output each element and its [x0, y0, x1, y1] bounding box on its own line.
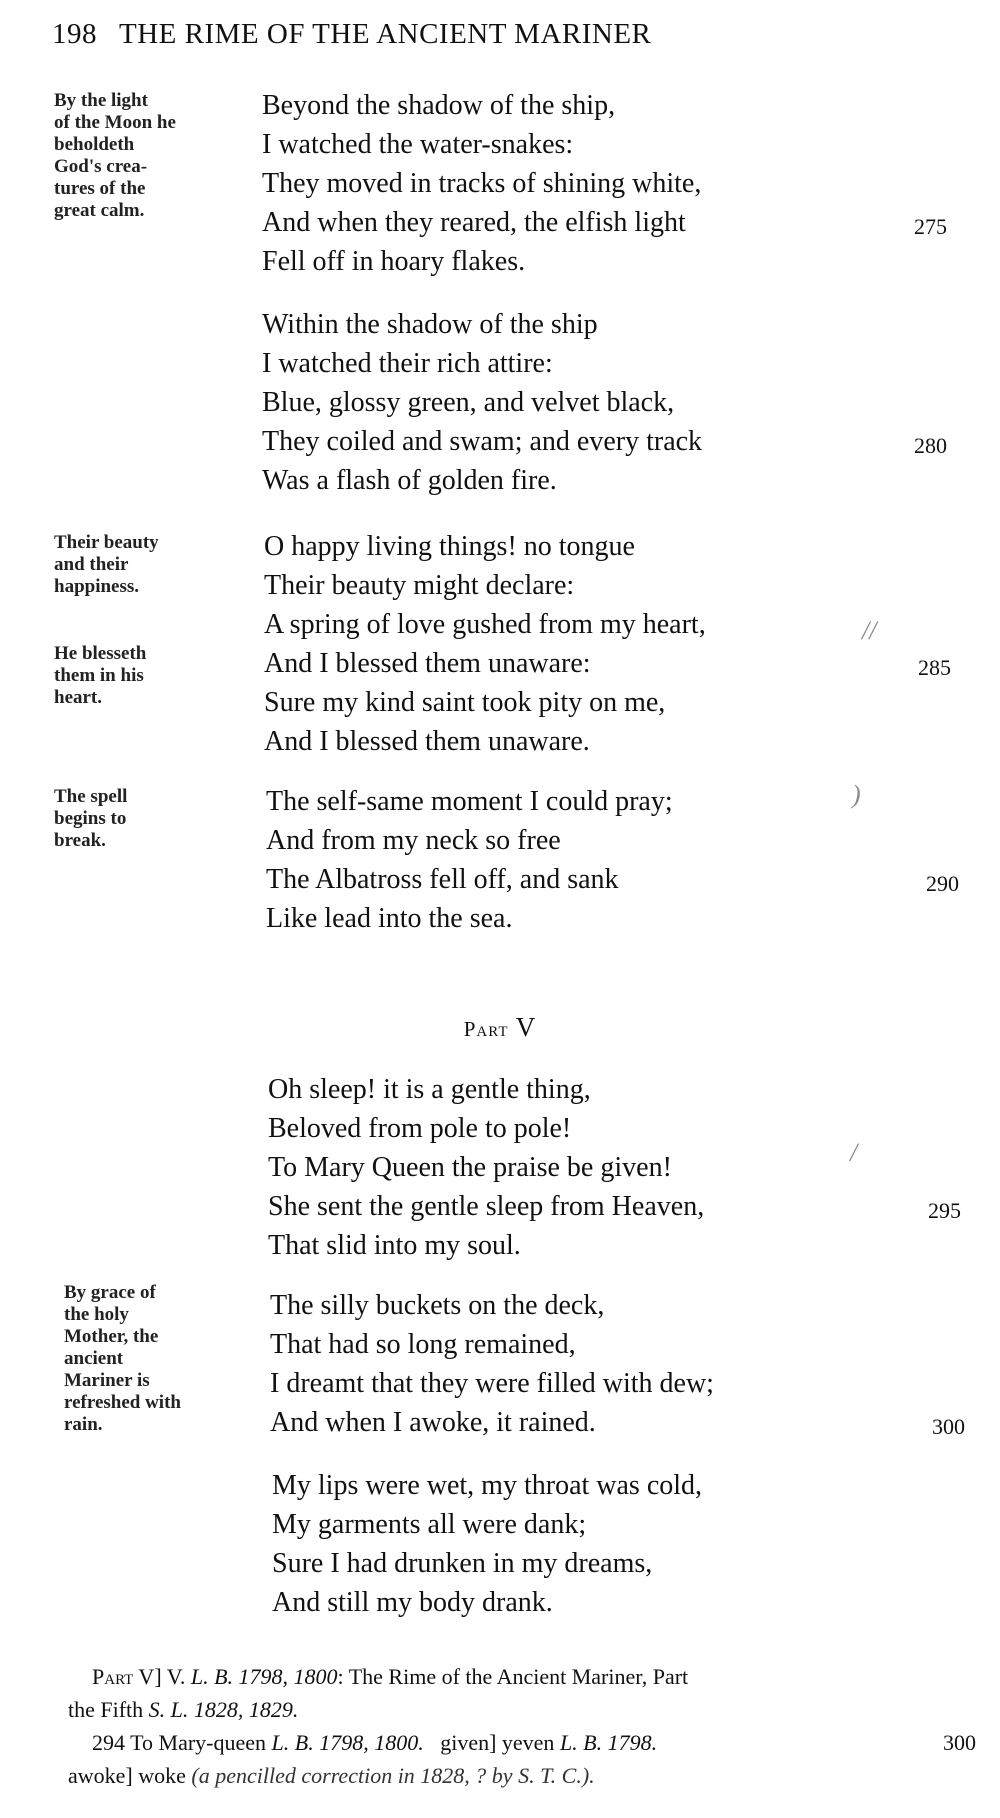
poem-line-text: And I blessed them unaware: — [264, 648, 591, 679]
poem-line — [264, 644, 964, 683]
footnote-text: : The Rime of the Ancient Mariner, Part — [337, 1664, 689, 1689]
stanza — [262, 305, 962, 500]
poem-line: O happy living things! no tongue — [264, 531, 635, 562]
sidenote-line: Their beauty — [54, 532, 159, 553]
poem-line: Beyond the shadow of the ship, — [262, 90, 616, 121]
sidenote-line: begins to — [54, 808, 127, 829]
footnote-294 — [68, 1726, 988, 1759]
stanza — [264, 527, 964, 761]
poem-line: And still my body drank. — [272, 1587, 553, 1618]
part-numeral: V — [515, 1012, 537, 1042]
poem-line: Blue, glossy green, and velvet black, — [262, 387, 675, 418]
footnote-text: the Fifth — [68, 1697, 144, 1722]
footnote-text: V. — [166, 1664, 186, 1689]
footnote-label: Part V] — [92, 1664, 162, 1689]
poem-line: Oh sleep! it is a gentle thing, — [268, 1074, 591, 1105]
footnotes — [68, 1660, 988, 1792]
line-number: 290 — [926, 871, 959, 896]
poem-line: My garments all were dank; — [272, 1509, 587, 1540]
poem-line-text: The Albatross fell off, and sank — [266, 864, 619, 895]
stanza — [270, 1286, 970, 1442]
poem-line — [268, 1187, 968, 1226]
poem-line: They moved in tracks of shining white, — [262, 168, 702, 199]
line-number: 280 — [914, 433, 947, 458]
poem-line: To Mary Queen the praise be given! — [268, 1152, 672, 1183]
poem-line-text: She sent the gentle sleep from Heaven, — [268, 1191, 705, 1222]
poem-line: That slid into my soul. — [268, 1230, 521, 1261]
sidenote-line: them in his — [54, 665, 144, 686]
sidenote-line: of the Moon he — [54, 112, 176, 133]
sidenote-line: beholdeth — [54, 134, 135, 155]
footnote-line-ref: 300 — [943, 1730, 976, 1755]
sidenote-moonlight — [54, 90, 249, 222]
poem-line-text: And when I awoke, it rained. — [270, 1407, 596, 1438]
poem-line: Was a flash of golden fire. — [262, 465, 557, 496]
sidenote-line: He blesseth — [54, 643, 147, 664]
pencil-mark: // — [862, 616, 877, 645]
poem-line: I dreamt that they were filled with dew; — [270, 1368, 714, 1399]
sidenote-line: break. — [54, 830, 106, 851]
sidenote-line: tures of the — [54, 178, 146, 199]
poem-line — [270, 1403, 970, 1442]
pencil-mark: ) — [852, 780, 861, 809]
poem-line-text: And when they reared, the elfish light — [262, 207, 686, 238]
footnote-note: (a pencilled correction in 1828, ? by S. T. C.). — [191, 1763, 595, 1788]
pencil-mark: / — [850, 1138, 858, 1167]
line-number: 300 — [932, 1414, 965, 1439]
sidenote-line: By grace of — [64, 1282, 156, 1303]
sidenote-line: and their — [54, 554, 129, 575]
line-number: 285 — [918, 655, 951, 680]
sidenote-grace — [64, 1282, 259, 1436]
poem-line: Their beauty might declare: — [264, 570, 575, 601]
sidenote-line: Mother, the — [64, 1326, 159, 1347]
poem-line: The silly buckets on the deck, — [270, 1290, 605, 1321]
poem-line — [266, 860, 966, 899]
sidenote-line: great calm. — [54, 200, 145, 221]
stanza — [268, 1070, 968, 1265]
poem-line: Sure my kind saint took pity on me, — [264, 687, 666, 718]
sidenote-beauty — [54, 532, 249, 598]
poem-line: Within the shadow of the ship — [262, 309, 598, 340]
sidenote-line: the holy — [64, 1304, 129, 1325]
footnote-edition: L. B. 1798, 1800. — [271, 1730, 424, 1755]
poem-line — [262, 422, 962, 461]
footnote-text: given] yeven — [440, 1730, 555, 1755]
poem-line: A spring of love gushed from my heart, — [264, 609, 706, 640]
footnote-300 — [68, 1759, 988, 1792]
sidenote-line: God's crea- — [54, 156, 148, 177]
line-number: 275 — [914, 214, 947, 239]
sidenote-line: ancient — [64, 1348, 124, 1369]
poem-line: Sure I had drunken in my dreams, — [272, 1548, 653, 1579]
poem-line: I watched the water-snakes: — [262, 129, 574, 160]
footnote-part-v-cont — [68, 1693, 988, 1726]
sidenote-line: rain. — [64, 1414, 103, 1435]
sidenote-line: Mariner is — [64, 1370, 150, 1391]
part-title — [0, 1012, 1000, 1043]
part-word: Part — [463, 1017, 509, 1041]
sidenote-line: refreshed with — [64, 1392, 181, 1413]
footnote-text: 294 To Mary-queen — [92, 1730, 267, 1755]
sidenote-line: happiness. — [54, 576, 140, 597]
poem-line: Fell off in hoary flakes. — [262, 246, 526, 277]
line-number: 295 — [928, 1198, 961, 1223]
footnote-text: awoke] woke — [68, 1763, 186, 1788]
poem-line: The self-same moment I could pray; — [266, 786, 673, 817]
poem-line — [262, 203, 962, 242]
stanza — [272, 1466, 972, 1622]
poem-line: My lips were wet, my throat was cold, — [272, 1470, 703, 1501]
footnote-edition: L. B. 1798. — [559, 1730, 658, 1755]
sidenote-line: By the light — [54, 90, 148, 111]
running-header — [52, 18, 982, 68]
sidenote-blesseth — [54, 643, 249, 709]
poem-line: I watched their rich attire: — [262, 348, 553, 379]
sidenote-line: The spell — [54, 786, 128, 807]
poem-line-text: They coiled and swam; and every track — [262, 426, 703, 457]
sidenote-spell — [54, 786, 249, 852]
poem-line: And from my neck so free — [266, 825, 561, 856]
sidenote-line: heart. — [54, 687, 103, 708]
poem-line: Beloved from pole to pole! — [268, 1113, 572, 1144]
poem-line: And I blessed them unaware. — [264, 726, 590, 757]
footnote-edition: L. B. 1798, 1800 — [190, 1664, 338, 1689]
stanza — [266, 782, 966, 938]
poem-line: That had so long remained, — [270, 1329, 576, 1360]
footnote-part-v — [68, 1660, 988, 1693]
page-number: 198 — [52, 18, 97, 50]
running-title: THE RIME OF THE ANCIENT MARINER — [119, 18, 652, 50]
footnote-edition: S. L. 1828, 1829. — [148, 1697, 299, 1722]
stanza — [262, 86, 962, 281]
poem-line: Like lead into the sea. — [266, 903, 513, 934]
